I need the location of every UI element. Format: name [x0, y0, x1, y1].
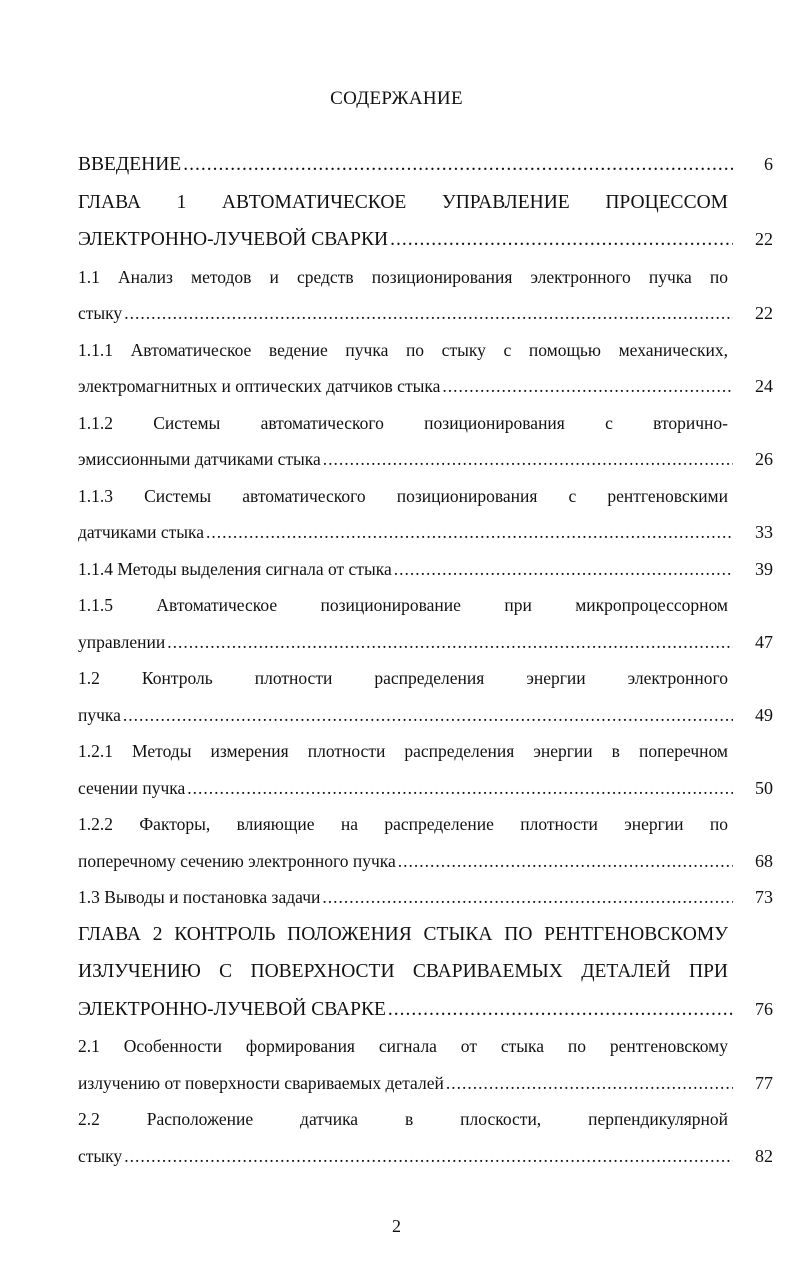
toc-entry-title: пучка	[78, 704, 121, 725]
toc-entry	[78, 1101, 773, 1174]
toc-entry	[78, 551, 773, 588]
toc-entry	[78, 259, 773, 332]
toc-entry	[78, 405, 773, 478]
toc-entry	[78, 478, 773, 551]
toc-entry-title: стыку	[78, 303, 123, 323]
dot-leader	[446, 1065, 733, 1102]
dot-leader	[183, 146, 733, 184]
toc-page-number: 82	[755, 1145, 773, 1166]
toc-entry	[78, 332, 773, 405]
toc-entry-line: 1.2.1 Методы измерения плотности распределения энергии в поперечном	[78, 741, 728, 761]
toc-page-number: 50	[755, 777, 773, 798]
toc-entry-title: 1.1.4 Методы выделения сигнала от стыка	[78, 558, 392, 579]
toc-entry-title: ВВЕДЕНИЕ	[78, 154, 182, 175]
toc-entry-line: 2.1 Особенности формирования сигнала от стыка по рентгеновскому	[78, 1036, 728, 1056]
table-of-contents	[78, 146, 773, 1174]
dot-leader	[124, 1138, 733, 1175]
toc-page-number: 6	[764, 154, 773, 174]
toc-page-number: 76	[755, 998, 773, 1019]
toc-page-number: 33	[755, 522, 773, 542]
toc-entry-title: ЭЛЕКТРОННО-ЛУЧЕВОЙ СВАРКИ	[78, 229, 389, 250]
toc-page-number: 26	[755, 449, 773, 469]
toc-entry-title: сечении пучка	[78, 777, 186, 798]
toc-entry-line: 1.1.1 Автоматическое ведение пучка по стыку с помощью механических,	[78, 339, 728, 360]
toc-page-number: 68	[755, 850, 773, 871]
toc-entry-title: 1.3 Выводы и постановка задачи	[78, 887, 321, 907]
toc-page-number: 49	[755, 704, 773, 725]
toc-entry-line: ИЗЛУЧЕНИЮ С ПОВЕРХНОСТИ СВАРИВАЕМЫХ ДЕТАЛЕЙ ПРИ	[78, 961, 728, 982]
toc-entry-title: ЭЛЕКТРОННО-ЛУЧЕВОЙ СВАРКЕ	[78, 998, 386, 1020]
toc-entry-title: поперечному сечению электронного пучка	[78, 850, 396, 871]
dot-leader	[442, 368, 733, 405]
page-title: СОДЕРЖАНИЕ	[330, 88, 463, 109]
toc-entry-line: 2.2 Расположение датчика в плоскости, перпендикулярной	[78, 1109, 728, 1129]
dot-leader	[394, 551, 733, 588]
toc-entry-title: электромагнитных и оптических датчиков стыка	[78, 376, 441, 396]
toc-entry-title: управлении	[78, 631, 166, 652]
dot-leader	[322, 879, 733, 916]
toc-entry-title: эмиссионными датчиками стыка	[78, 449, 321, 469]
toc-entry-line: 1.1.5 Автоматическое позиционирование при микропроцессорном	[78, 595, 728, 615]
dot-leader	[123, 697, 733, 734]
page-number: 2	[392, 1216, 401, 1236]
toc-page-number: 39	[755, 558, 773, 579]
toc-entry-line: 1.2.2 Факторы, влияющие на распределение плотности энергии по	[78, 814, 728, 834]
toc-entry	[78, 660, 773, 733]
toc-entry	[78, 916, 773, 1029]
dot-leader	[398, 843, 733, 880]
toc-page-number: 47	[755, 631, 773, 652]
toc-page-number: 22	[755, 229, 773, 249]
toc-page-number: 22	[755, 303, 773, 323]
dot-leader	[388, 991, 733, 1029]
toc-entry	[78, 1028, 773, 1101]
dot-leader	[187, 770, 733, 807]
toc-entry-line: 1.1.3 Системы автоматического позиционирования с рентгеновскими	[78, 485, 728, 506]
toc-page-number: 73	[755, 887, 773, 907]
toc-page-number: 77	[755, 1072, 773, 1093]
toc-entry-line: 1.1 Анализ методов и средств позиционирования электронного пучка по	[78, 266, 728, 287]
toc-entry-title: датчиками стыка	[78, 522, 205, 542]
dot-leader	[390, 221, 733, 259]
toc-entry	[78, 806, 773, 879]
toc-page-number: 24	[755, 376, 773, 396]
dot-leader	[167, 624, 733, 661]
dot-leader	[124, 295, 733, 332]
toc-entry	[78, 879, 773, 916]
toc-entry-line: 1.1.2 Системы автоматического позиционирования с вторично-	[78, 412, 728, 433]
toc-entry-title: стыку	[78, 1145, 123, 1166]
toc-entry	[78, 146, 773, 184]
toc-entry	[78, 733, 773, 806]
toc-entry-title: излучению от поверхности свариваемых деталей	[78, 1072, 444, 1093]
toc-entry-line: ГЛАВА 2 КОНТРОЛЬ ПОЛОЖЕНИЯ СТЫКА ПО РЕНТГЕНОВСКОМУ	[78, 923, 728, 945]
dot-leader	[323, 441, 733, 478]
toc-entry	[78, 184, 773, 259]
toc-entry-line: ГЛАВА 1 АВТОМАТИЧЕСКОЕ УПРАВЛЕНИЕ ПРОЦЕССОМ	[78, 191, 728, 213]
toc-entry	[78, 587, 773, 660]
toc-entry-line: 1.2 Контроль плотности распределения энергии электронного	[78, 668, 728, 688]
dot-leader	[206, 514, 733, 551]
